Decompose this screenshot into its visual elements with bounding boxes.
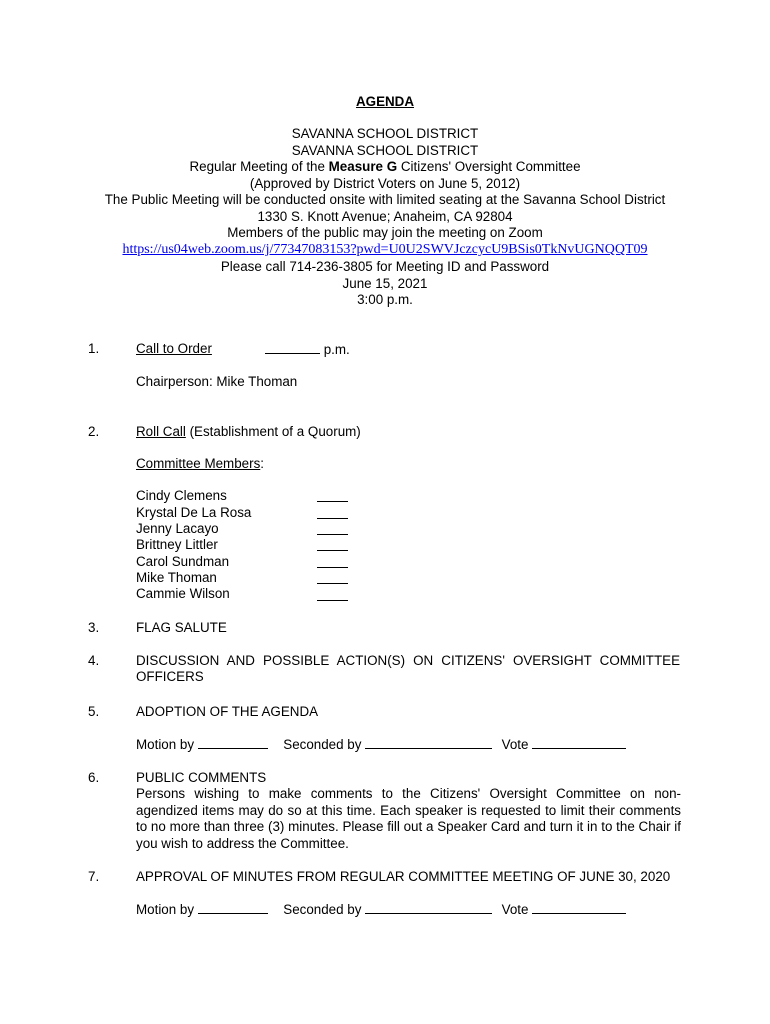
- item-1-number: 1.: [88, 341, 100, 356]
- motion-by-blank: [198, 901, 268, 914]
- attendance-blank: [317, 518, 348, 519]
- attendance-blank: [317, 583, 348, 584]
- item-3-number: 3.: [88, 620, 100, 635]
- district-address: 1330 S. Knott Avenue; Anaheim, CA 92804: [257, 209, 513, 224]
- member-row: Jenny Lacayo: [136, 521, 219, 536]
- vote-blank: [532, 901, 626, 914]
- item-4-title-line1: DISCUSSION AND POSSIBLE ACTION(S) ON CITIZENS' OVERSIGHT COMMITTEE: [136, 653, 680, 668]
- meeting-type-pre: Regular Meeting of the: [189, 159, 329, 174]
- time-blank: [265, 341, 320, 354]
- call-info: Please call 714-236-3805 for Meeting ID and Password: [220, 259, 550, 274]
- item-7-title: APPROVAL OF MINUTES FROM REGULAR COMMITTEE MEETING OF JUNE 30, 2020: [136, 869, 671, 884]
- motion-by-label: Motion by: [136, 902, 195, 917]
- attendance-blank: [317, 550, 348, 551]
- agenda-title: AGENDA: [355, 94, 415, 109]
- attendance-blank: [317, 501, 348, 502]
- item-4-number: 4.: [88, 653, 100, 668]
- item-7-number: 7.: [88, 869, 100, 884]
- item-2-title: [136, 424, 361, 441]
- attendance-blank: [317, 600, 348, 601]
- seconded-by-label: Seconded by: [283, 737, 362, 752]
- item-3-title: FLAG SALUTE: [136, 620, 227, 635]
- item-5-number: 5.: [88, 704, 100, 719]
- member-row: Cammie Wilson: [136, 586, 230, 601]
- call-to-order-time: [265, 341, 350, 359]
- district-name-1: SAVANNA SCHOOL DISTRICT: [291, 126, 479, 141]
- committee-members-label: Committee Members: [136, 456, 261, 471]
- motion-by-blank: [198, 736, 268, 749]
- district-name-2: SAVANNA SCHOOL DISTRICT: [291, 143, 479, 158]
- meeting-date: June 15, 2021: [342, 276, 428, 291]
- member-row: Krystal De La Rosa: [136, 505, 252, 520]
- meeting-type: [0, 159, 770, 176]
- vote-label: Vote: [501, 902, 529, 917]
- meeting-type-post: Citizens' Oversight Committee: [397, 159, 581, 174]
- member-row: Brittney Littler: [136, 537, 218, 552]
- item-6-number: 6.: [88, 770, 100, 785]
- member-row: Cindy Clemens: [136, 488, 227, 503]
- roll-call-label: Roll Call: [136, 424, 186, 439]
- public-meeting-note: The Public Meeting will be conducted onsite with limited seating at the Savanna School District: [104, 192, 666, 207]
- zoom-link-line: [0, 241, 770, 259]
- time-suffix: p.m.: [323, 342, 350, 357]
- attendance-blank: [317, 567, 348, 568]
- attendance-blank: [317, 534, 348, 535]
- chairperson: Chairperson: Mike Thoman: [136, 374, 298, 389]
- zoom-intro: Members of the public may join the meeting on Zoom: [227, 225, 543, 240]
- public-comments-text: Persons wishing to make comments to the Citizens' Oversight Committee on non-agendized items may do so at this time. Each speaker is requested to limit their comments to no more than three (3) minutes. Please fill out a Speaker Card and turn it in to the Chair if you wish to address the Committee.: [136, 786, 681, 851]
- measure-name: Measure G: [328, 159, 398, 174]
- seconded-by-label: Seconded by: [283, 902, 362, 917]
- approval-note: (Approved by District Voters on June 5, 2012): [249, 176, 521, 191]
- zoom-link[interactable]: https://us04web.zoom.us/j/77347083153?pwd=U0U2SWVJczcycU9BSis0TkNvUGNQQT09: [122, 242, 648, 257]
- item-2-number: 2.: [88, 424, 100, 439]
- committee-members-colon: :: [260, 456, 264, 471]
- item-1-title: Call to Order: [136, 341, 212, 356]
- motion-by-label: Motion by: [136, 737, 195, 752]
- member-row: Carol Sundman: [136, 554, 230, 569]
- meeting-time: 3:00 p.m.: [357, 292, 413, 307]
- member-row: Mike Thoman: [136, 570, 217, 585]
- motion-line: [136, 736, 626, 754]
- item-5-title: ADOPTION OF THE AGENDA: [136, 704, 319, 719]
- item-4-title-line2: OFFICERS: [136, 669, 204, 684]
- committee-members-heading: [136, 456, 264, 473]
- vote-label: Vote: [501, 737, 529, 752]
- roll-call-sub: (Establishment of a Quorum): [185, 424, 361, 439]
- item-6-title: PUBLIC COMMENTS: [136, 770, 267, 785]
- seconded-by-blank: [365, 736, 492, 749]
- motion-line: [136, 901, 626, 919]
- seconded-by-blank: [365, 901, 492, 914]
- vote-blank: [532, 736, 626, 749]
